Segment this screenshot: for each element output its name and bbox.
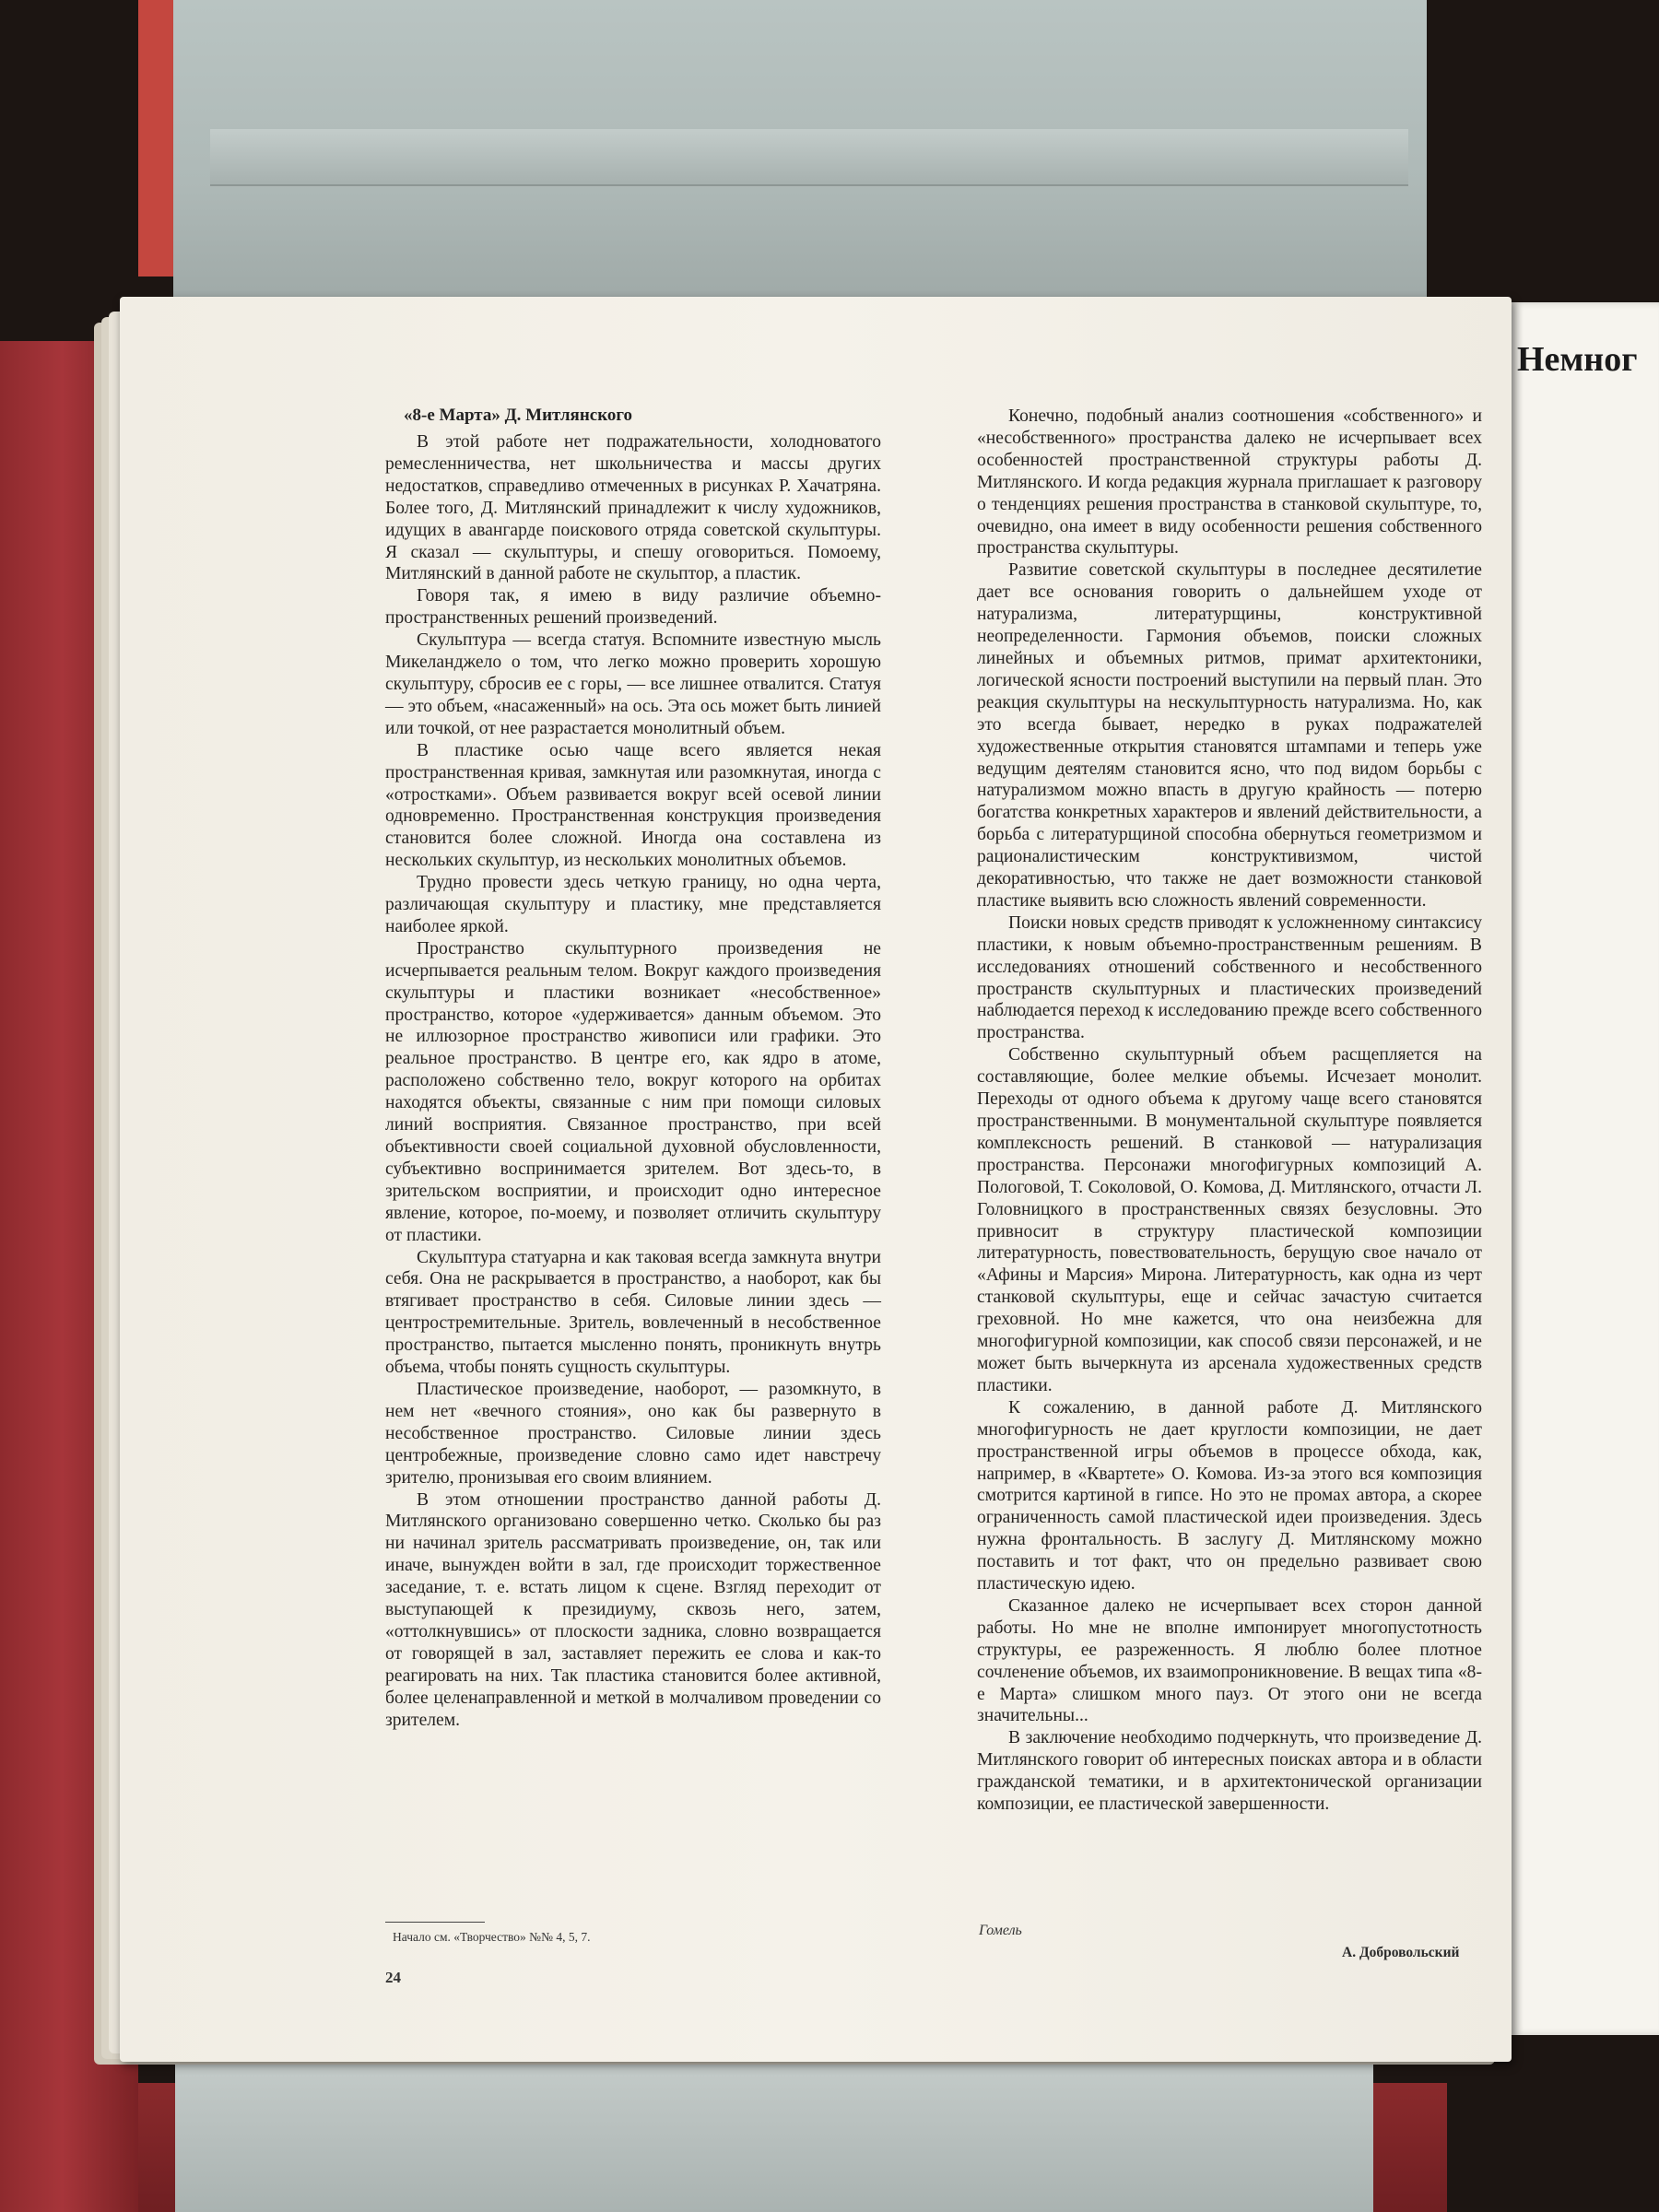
paragraph: Трудно провести здесь четкую границу, но одна черта, различающая скульптуру и пластику, мне представляется наиболее яркой. <box>385 873 881 936</box>
paragraph: В заключение необходимо подчеркнуть, что произведение Д. Митлянского говорит об интересных поисках автора и в области гражданской тематики, и в архитектонической организации композиции, ее пластической завершенности. <box>977 1728 1482 1815</box>
paragraph: Развитие советской скульптуры в последнее десятилетие дает все основания говорить о дальнейшем уходе от натурализма, литературщины, конструктивной неопределенности. Гармония объемов, поиски сложных линейных и объемных ритмов, примат архитектоники, логической ясности построений выступили на первый план. Это реакция скульптуры на нескульптурность натурализма. Но, как это всегда бывает, нередко в руках подражателей художественные открытия становятся штампами и теперь уже ведущим деятелям становится ясно, что под видом борьбы с натурализмом можно впасть в другую крайность — потерю богатства конкретных характеров и явлений действительности, а борьба с литературщиной способна обернуться геометризмом и рационалистическим конструктивизмом, чистой декоративностью, что также не дает возможности станковой пластике выявить всю сложность явлений современности. <box>977 560 1482 911</box>
folder-bottom-flap <box>175 2055 1373 2212</box>
paragraph: В пластике осью чаще всего является некая пространственная кривая, замкнутая или разомкнутая, иногда с «отростками». Объем развивается вокруг всей осевой линии одновременно. Пространственная конструкция произведения становится более сложной. Иногда она составлена из нескольких скульптур, из нескольких монолитных объемов. <box>385 740 881 871</box>
paragraph: Поиски новых средств приводят к усложненному синтаксису пластики, к новым объемно-пространственным решениям. В исследованиях отношений собственного и несобственного пространств скульптурных и пластических произведений наблюдается переход к исследованию прежде всего собственного пространства. <box>977 912 1482 1043</box>
article-column-left <box>385 431 881 1731</box>
paragraph: Пространство скульптурного произведения не исчерпывается реальным телом. Вокруг каждого произведения скульптуры и пластики возникает «несобственное» пространство, которое «удерживается» данным объемом. Это не иллюзорное пространство живописи или графики. Это реальное пространство. В центре его, как ядро в атоме, расположено собственно тело, вокруг которого на орбитах находятся объекты, связанные с ним при помощи силовых линий восприятия. Связанное пространство, при всей объективности своей социальной духовной обусловленности, субъективно воспринимается зрителем. Вот здесь-то, в зрительском восприятии, и происходит одно интересное явление, которое, по-моему, и позволяет отличить скульптуру от пластики. <box>385 938 881 1245</box>
author-signature: А. Добровольский <box>1342 1945 1460 1960</box>
paragraph: Конечно, подобный анализ соотношения «собственного» и «несобственного» пространства далеко не исчерпывает всех особенностей пространственной структуры работы Д. Митлянского. И когда редакция журнала приглашает к разговору о тенденциях решения пространства в станковой скульптуре, то, очевидно, она имеет в виду особенности решения собственного пространства скульптуры. <box>977 406 1482 559</box>
paragraph: Сказанное далеко не исчерпывает всех сторон данной работы. Но мне не вполне импонирует многопустотность структуры, ее разреженность. Я люблю более плотное сочленение объемов, их взаимопроникновение. В вещах типа «8-е Марта» слишком много пауз. От этого они не всегда значительны... <box>977 1595 1482 1726</box>
paragraph: Собственно скульптурный объем расщепляется на составляющие, более мелкие объемы. Исчезает монолит. Переходы от одного объема к другому чаще всего становятся пространственными. В монументальной скульптуре появляется комплексность решений. В станковой — натурализация пространства. Персонажи многофигурных композиций А. Пологовой, Т. Соколовой, О. Комова, Д. Митлянского, отчасти Л. Головницкого в пространственных связях безусловны. Это привносит в структуру пластической композиции литературность, повествовательность, берущую свое начало от «Афины и Марсия» Мирона. Литературность, как одна из черт станковой скульптуры, еще и сейчас зачастую считается греховной. Но мне кажется, что она неизбежна для многофигурной композиции, как способ связи персонажей, и не может быть вычеркнута из арсенала художественных средств пластики. <box>977 1045 1482 1395</box>
page-number: 24 <box>385 1969 401 1986</box>
adjacent-page <box>1512 302 1659 2035</box>
footnote: Начало см. «Творчество» №№ 4, 5, 7. <box>393 1930 591 1944</box>
adjacent-page-title: Немног <box>1517 340 1638 379</box>
paragraph: Скульптура статуарна и как таковая всегда замкнута внутри себя. Она не раскрывается в пространство, а наоборот, как бы втягивает пространство в себя. Силовые линии здесь — центростремительные. Зритель, вовлеченный в несобственное пространство, пытается мысленно понять, проникнуть внутрь объема, чтобы понять сущность скульптуры. <box>385 1247 881 1378</box>
paragraph: Говоря так, я имею в виду различие объемно-пространственных решений произведений. <box>385 586 881 629</box>
paragraph: К сожалению, в данной работе Д. Митлянского многофигурность не дает круглости композиции, не дает пространственной игры объемов в процессе обхода, как, например, в «Квартете» О. Комова. Из-за этого вся композиция смотрится картиной в гипсе. Но это не промах автора, а скорее ограниченность самой пластической идеи произведения. Здесь нужна фронтальность. В заслугу Д. Митлянскому можно поставить и тот факт, что он предельно развивает свою пластическую идею. <box>977 1397 1482 1594</box>
paragraph: Скульптура — всегда статуя. Вспомните известную мысль Микеланджело о том, что легко можно проверить хорошую скульптуру, сбросив ее с горы, — все лишнее отвалится. Статуя — это объем, «насаженный» на ось. Эта ось может быть линией или точкой, от нее разрастается монолитный объем. <box>385 630 881 738</box>
footnote-rule <box>385 1922 485 1923</box>
paragraph: В этом отношении пространство данной работы Д. Митлянского организовано совершенно четко. Сколько бы раз ни начинал зритель рассматривать произведение, он, так или иначе, вынужден войти в зал, где происходит торжественное заседание, т. е. встать лицом к сцене. Взгляд переходит от выступающей к президиуму, сквозь него, затем, «оттолкнувшись» от плоскости задника, словно возвращается от говорящей в зал, заставляет пережить ее слова и как-то реагировать на них. Так пластика становится более активной, более целенаправленной и меткой в молчаливом проведении со зрителем. <box>385 1489 881 1730</box>
folder-top-edge <box>210 129 1408 186</box>
place-signature: Гомель <box>979 1923 1022 1938</box>
paragraph: В этой работе нет подражательности, холодноватого ремесленничества, нет школьничества и массы других недостатков, справедливо отмеченных в рисунках Р. Хачатряна. Более того, Д. Митлянский принадлежит к числу художников, идущих в авангарде поискового отряда советской скульптуры. Я сказал — скульптуры, и спешу оговориться. Помоему, Митлянский в данной работе не скульптор, а пластик. <box>385 432 881 584</box>
paragraph: Пластическое произведение, наоборот, — разомкнуто, в нем нет «вечного стояния», оно как бы развернуто в несобственное пространство. Силовые линии здесь центробежные, произведение словно само идет навстречу зрителю, пронизывая его своим влиянием. <box>385 1379 881 1488</box>
article-heading: «8-е Марта» Д. Митлянского <box>404 406 633 425</box>
article-column-right <box>977 406 1482 1816</box>
